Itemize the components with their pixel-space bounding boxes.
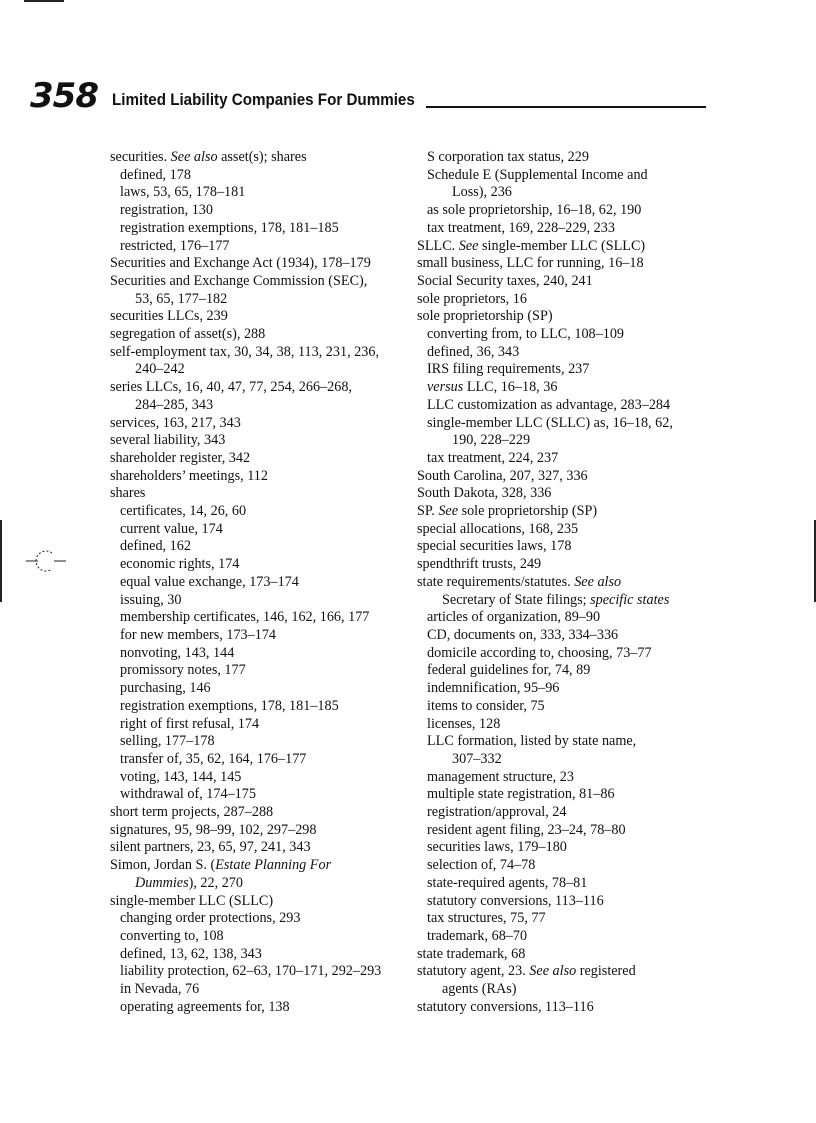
index-entry: shareholder register, 342 (110, 449, 251, 466)
registration-mark-icon (26, 548, 66, 574)
index-subentry: for new members, 173–174 (120, 626, 277, 643)
index-entry: shares (110, 485, 146, 502)
index-entry: spendthrift trusts, 249 (417, 556, 542, 573)
index-entry: special allocations, 168, 235 (417, 520, 579, 537)
index-subentry: CD, documents on, 333, 334–336 (427, 626, 619, 643)
index-subentry: statutory conversions, 113–116 (427, 892, 604, 909)
index-entry: series LLCs, 16, 40, 47, 77, 254, 266–268, 284–285, 343 (110, 379, 352, 413)
index-subentry: registration/approval, 24 (427, 804, 567, 821)
index-entry: Securities and Exchange Act (1934), 178–179 (110, 255, 371, 272)
book-title: Limited Liability Companies For Dummies (112, 91, 415, 109)
index-entry: short term projects, 287–288 (110, 804, 274, 821)
index-subentry: management structure, 23 (427, 768, 574, 785)
index-entry: SP. See sole proprietorship (SP) (417, 503, 598, 520)
index-column-right (417, 149, 717, 1016)
index-subentry: state-required agents, 78–81 (427, 874, 588, 891)
index-entry: South Carolina, 207, 327, 336 (417, 467, 588, 484)
index-subentry: issuing, 30 (120, 591, 182, 608)
index-entry: single-member LLC (SLLC) (110, 892, 274, 909)
index-entry: statutory agent, 23. See also registered agents (RAs) (417, 963, 636, 998)
index-subentry: equal value exchange, 173–174 (120, 573, 299, 590)
index-entry: Simon, Jordan S. (Estate Planning For Dummies), 22, 270 (110, 857, 332, 891)
index-subentry: purchasing, 146 (120, 680, 211, 697)
index-subentry: defined, 162 (120, 538, 191, 555)
index-entry: self-employment tax, 30, 34, 38, 113, 231, 236, 240–242 (110, 343, 380, 378)
index-subentry: versus LLC, 16–18, 36 (427, 379, 558, 396)
index-subentry: indemnification, 95–96 (427, 680, 560, 697)
index-entry: state trademark, 68 (417, 945, 526, 962)
index-subentry: transfer of, 35, 62, 164, 176–177 (120, 750, 307, 767)
index-subentry: nonvoting, 143, 144 (120, 644, 235, 661)
index-entry: sole proprietorship (SP) (417, 308, 553, 325)
index-subentry: tax structures, 75, 77 (427, 910, 546, 927)
index-subentry: promissory notes, 177 (120, 662, 246, 679)
index-entry: Securities and Exchange Commission (SEC), 53, 65, 177–182 (110, 272, 368, 307)
index-subentry: current value, 174 (120, 520, 223, 537)
index-entry: sole proprietors, 16 (417, 290, 527, 307)
index-subentry: changing order protections, 293 (120, 910, 301, 927)
index-subentry: economic rights, 174 (120, 556, 240, 573)
index-subentry: restricted, 176–177 (120, 237, 230, 254)
index-subentry: resident agent filing, 23–24, 78–80 (427, 821, 626, 838)
index-subentry: single-member LLC (SLLC) as, 16–18, 62, 190, 228–229 (427, 414, 673, 449)
index-entry: securities LLCs, 239 (110, 308, 228, 325)
index-entry: South Dakota, 328, 336 (417, 485, 552, 502)
index-subentry: withdrawal of, 174–175 (120, 786, 256, 803)
index-subentry: laws, 53, 65, 178–181 (120, 184, 246, 201)
index-entry: shareholders’ meetings, 112 (110, 467, 268, 484)
index-subentry: domicile according to, choosing, 73–77 (427, 644, 652, 661)
index-entry: services, 163, 217, 343 (110, 414, 241, 431)
index-subentry: converting from, to LLC, 108–109 (427, 326, 625, 343)
index-entry: several liability, 343 (110, 432, 226, 449)
index-subentry: defined, 178 (120, 166, 191, 183)
index-subentry: right of first refusal, 174 (120, 715, 260, 732)
index-subentry: converting to, 108 (120, 927, 224, 944)
index-subentry: federal guidelines for, 74, 89 (427, 662, 591, 679)
index-subentry: registration exemptions, 178, 181–185 (120, 219, 339, 236)
index-subentry: Schedule E (Supplemental Income and Loss), 236 (427, 166, 648, 201)
header-rule (426, 106, 706, 108)
index-entry: signatures, 95, 98–99, 102, 297–298 (110, 821, 317, 838)
index-column-left (110, 149, 410, 1016)
index-entry: state requirements/statutes. See also Secretary of State filings; specific states (417, 573, 670, 608)
index-entry: segregation of asset(s), 288 (110, 326, 266, 343)
index-subentry: licenses, 128 (427, 715, 501, 732)
index-entry: small business, LLC for running, 16–18 (417, 255, 644, 272)
index-subentry: IRS filing requirements, 237 (427, 361, 590, 378)
index-subentry: as sole proprietorship, 16–18, 62, 190 (427, 202, 642, 219)
index-entry: silent partners, 23, 65, 97, 241, 343 (110, 839, 311, 856)
index-subentry: registration exemptions, 178, 181–185 (120, 697, 339, 714)
index-subentry: operating agreements for, 138 (120, 998, 290, 1015)
index-subentry: membership certificates, 146, 162, 166, 177 (120, 609, 370, 626)
index-subentry: LLC formation, listed by state name, 307–332 (427, 733, 637, 767)
index-subentry: defined, 36, 343 (427, 343, 520, 360)
page-header (30, 78, 710, 114)
index-subentry: articles of organization, 89–90 (427, 609, 601, 626)
index-subentry: registration, 130 (120, 202, 213, 219)
index-subentry: selection of, 74–78 (427, 857, 536, 874)
index-subentry: defined, 13, 62, 138, 343 (120, 945, 262, 962)
index-subentry: tax treatment, 224, 237 (427, 449, 559, 466)
index-entry: Social Security taxes, 240, 241 (417, 272, 593, 289)
index-subentry: liability protection, 62–63, 170–171, 292–293 (120, 963, 382, 980)
crop-mark-left (0, 520, 2, 602)
crop-mark-top (24, 0, 64, 2)
index-subentry: S corporation tax status, 229 (427, 149, 589, 165)
index-subentry: certificates, 14, 26, 60 (120, 503, 247, 520)
page-number: 358 (30, 76, 98, 116)
index-subentry: in Nevada, 76 (120, 981, 200, 998)
index-entry: statutory conversions, 113–116 (417, 998, 594, 1015)
index-entry: special securities laws, 178 (417, 538, 572, 555)
index-subentry: items to consider, 75 (427, 697, 545, 714)
index-subentry: selling, 177–178 (120, 733, 215, 750)
index-subentry: securities laws, 179–180 (427, 839, 567, 856)
index-subentry: trademark, 68–70 (427, 927, 528, 944)
index-subentry: multiple state registration, 81–86 (427, 786, 615, 803)
index-subentry: LLC customization as advantage, 283–284 (427, 396, 671, 413)
index-subentry: voting, 143, 144, 145 (120, 768, 242, 785)
index-subentry: tax treatment, 169, 228–229, 233 (427, 219, 615, 236)
index-entry: SLLC. See single-member LLC (SLLC) (417, 237, 646, 254)
index-entry: securities. See also asset(s); shares (110, 149, 307, 165)
